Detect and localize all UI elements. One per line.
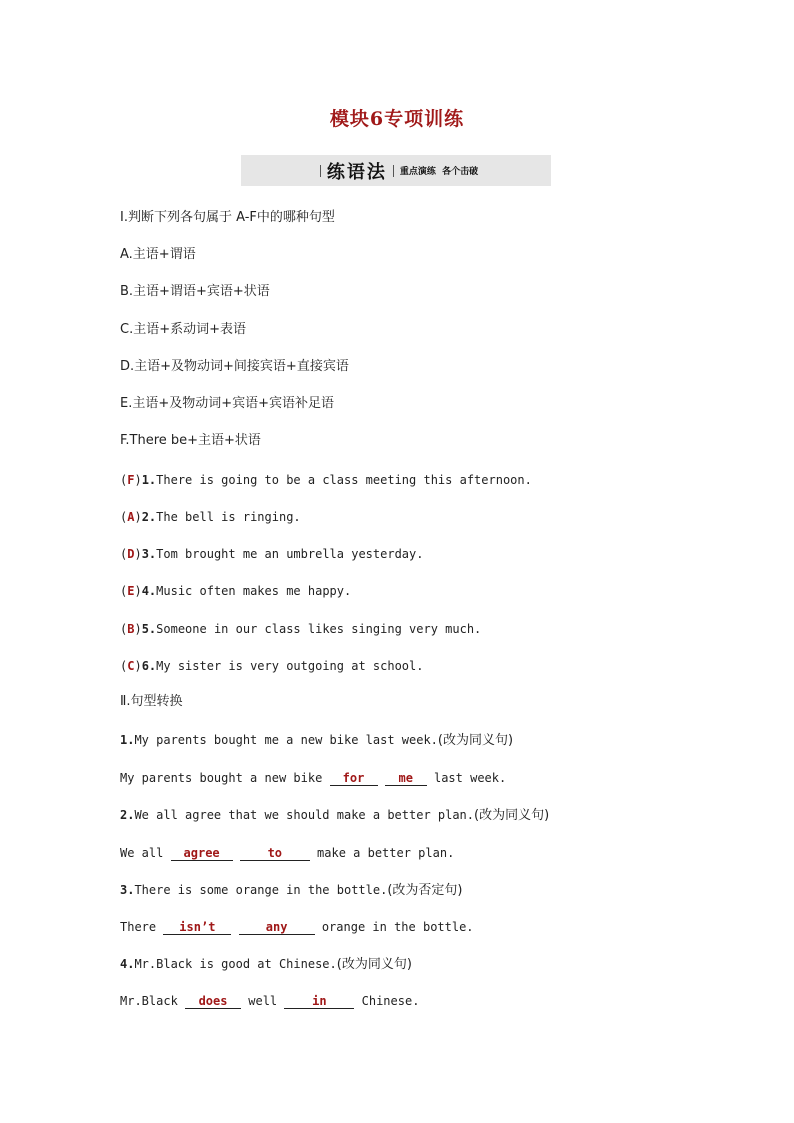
section-1-heading: Ⅰ.判断下列各句属于 A-F中的哪种句型 bbox=[120, 210, 335, 225]
answer-blank: me bbox=[385, 771, 427, 786]
judge-item: (F)1.There is going to be a class meeting this afternoon. bbox=[120, 473, 532, 487]
answer-blank: for bbox=[330, 771, 378, 786]
section-banner bbox=[241, 155, 551, 186]
question-prompt: 2.We all agree that we should make a better plan.(改为同义句) bbox=[120, 808, 550, 823]
answer-blank: agree bbox=[171, 846, 233, 861]
judge-item: (C)6.My sister is very outgoing at school. bbox=[120, 659, 424, 673]
answer-line: Mr.Black does well in Chinese. bbox=[120, 994, 420, 1008]
judge-item: (A)2.The bell is ringing. bbox=[120, 510, 301, 524]
answer-mark: D bbox=[127, 547, 135, 561]
answer-blank: isn’t bbox=[163, 920, 231, 935]
answer-line: My parents bought a new bike for me last week. bbox=[120, 771, 507, 785]
answer-line: There isn’t any orange in the bottle. bbox=[120, 920, 474, 934]
judge-item: (E)4.Music often makes me happy. bbox=[120, 584, 352, 598]
question-prompt: 1.My parents bought me a new bike last week.(改为同义句) bbox=[120, 733, 514, 748]
option-c: C.主语+系动词+表语 bbox=[120, 322, 246, 337]
option-b: B.主语+谓语+宾语+状语 bbox=[120, 284, 270, 299]
option-f: F.There be+主语+状语 bbox=[120, 433, 261, 448]
answer-mark: B bbox=[127, 622, 135, 636]
question-prompt: 4.Mr.Black is good at Chinese.(改为同义句) bbox=[120, 957, 412, 972]
judge-item: (D)3.Tom brought me an umbrella yesterday. bbox=[120, 547, 424, 561]
question-prompt: 3.There is some orange in the bottle.(改为否定句) bbox=[120, 883, 463, 898]
option-e: E.主语+及物动词+宾语+宾语补足语 bbox=[120, 396, 335, 411]
answer-blank: does bbox=[185, 994, 241, 1009]
banner-divider bbox=[320, 165, 321, 177]
option-a: A.主语+谓语 bbox=[120, 247, 196, 262]
banner-subtitle: 重点演练 各个击破 bbox=[399, 167, 479, 177]
answer-mark: E bbox=[127, 584, 135, 598]
option-d: D.主语+及物动词+间接宾语+直接宾语 bbox=[120, 359, 349, 374]
answer-blank: to bbox=[240, 846, 310, 861]
section-2-heading: Ⅱ.句型转换 bbox=[120, 694, 183, 709]
answer-mark: A bbox=[127, 510, 135, 524]
banner-title: 练语法 bbox=[326, 161, 387, 183]
answer-line: We all agree to make a better plan. bbox=[120, 846, 455, 860]
page-title: 模块6专项训练 bbox=[329, 108, 465, 130]
answer-blank: any bbox=[239, 920, 315, 935]
answer-blank: in bbox=[284, 994, 354, 1009]
judge-item: (B)5.Someone in our class likes singing very much. bbox=[120, 622, 482, 636]
banner-divider bbox=[393, 165, 394, 177]
answer-mark: C bbox=[127, 659, 135, 673]
answer-mark: F bbox=[127, 473, 135, 487]
